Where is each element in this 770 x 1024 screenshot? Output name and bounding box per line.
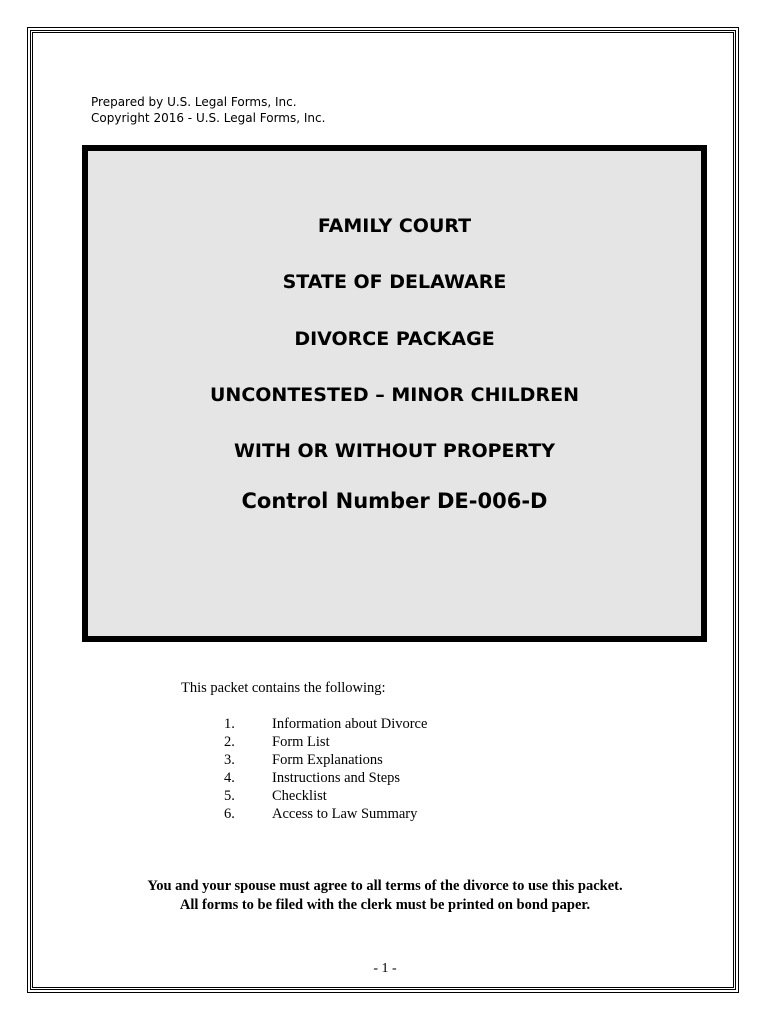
list-item-number: 3. xyxy=(224,752,235,768)
page-number: - 1 - xyxy=(373,961,397,976)
copyright-text: Copyright 2016 - U.S. Legal Forms, Inc. xyxy=(91,111,326,125)
list-item xyxy=(224,751,427,769)
list-item-number: 2. xyxy=(224,734,235,750)
preparer-info xyxy=(91,94,325,126)
contents-intro: This packet contains the following: xyxy=(181,680,386,696)
list-item xyxy=(224,805,427,823)
list-item xyxy=(224,787,427,805)
agreement-notice: You and your spouse must agree to all terms of the divorce to use this packet. xyxy=(147,878,623,894)
prepared-by-text: Prepared by U.S. Legal Forms, Inc. xyxy=(91,95,297,109)
list-item-label: Checklist xyxy=(272,788,327,804)
contents-list xyxy=(224,715,427,823)
property-title: WITH OR WITHOUT PROPERTY xyxy=(233,440,556,462)
package-title: DIVORCE PACKAGE xyxy=(294,328,495,350)
type-title: UNCONTESTED – MINOR CHILDREN xyxy=(210,384,579,406)
list-item-number: 4. xyxy=(224,770,235,786)
list-item-number: 6. xyxy=(224,806,235,822)
list-item-label: Form List xyxy=(272,734,330,750)
list-item xyxy=(224,715,427,733)
list-item xyxy=(224,733,427,751)
list-item xyxy=(224,769,427,787)
list-item-label: Instructions and Steps xyxy=(272,770,401,786)
title-box xyxy=(82,145,707,642)
control-number: Control Number DE-006-D xyxy=(241,489,548,513)
state-title: STATE OF DELAWARE xyxy=(282,271,507,293)
list-item-label: Form Explanations xyxy=(272,752,383,768)
list-item-number: 5. xyxy=(224,788,235,804)
list-item-label: Access to Law Summary xyxy=(272,806,418,822)
list-item-number: 1. xyxy=(224,716,235,732)
bond-paper-notice: All forms to be filed with the clerk must be printed on bond paper. xyxy=(179,897,591,913)
list-item-label: Information about Divorce xyxy=(272,716,428,732)
court-title: FAMILY COURT xyxy=(317,215,472,237)
